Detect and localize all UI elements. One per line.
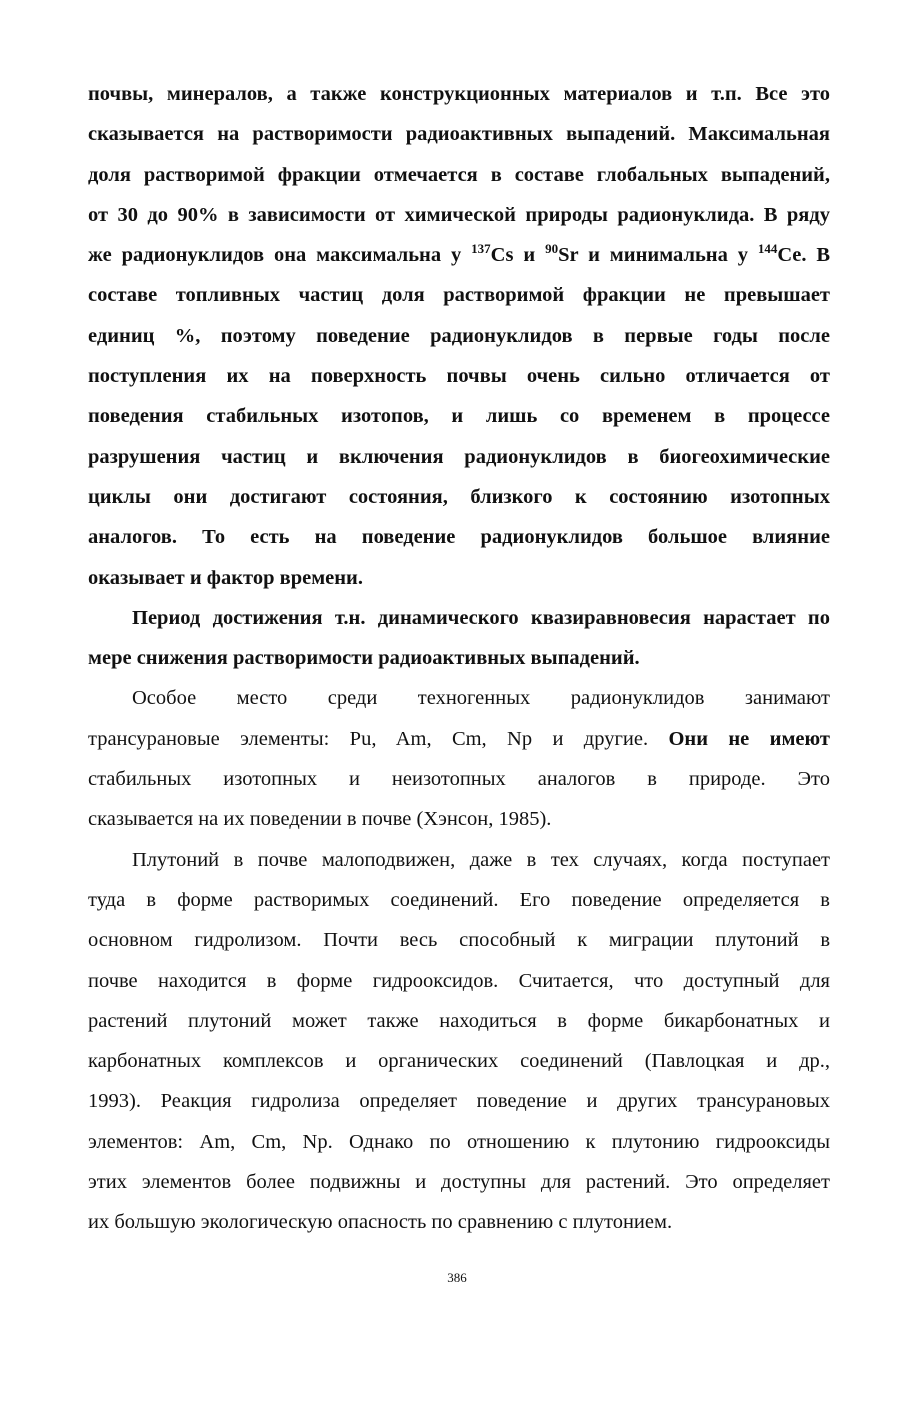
paragraph-quasi-equilibrium	[88, 598, 830, 679]
text-line: поведения стабильных изотопов, и лишь со временем в процессе	[88, 405, 830, 428]
text-line: основном гидролизом. Почти весь способный к миграции плутоний в	[88, 929, 830, 952]
text-line: циклы они достигают состояния, близкого к состоянию изотопных	[88, 485, 830, 508]
text-line: сказывается на их поведении в почве (Хэнсон, 1985).	[88, 808, 552, 831]
page-number: 386	[447, 1270, 467, 1285]
text-line: 1993). Реакция гидролиза определяет поведение и других трансурановых	[88, 1090, 830, 1113]
text-line: оказывает и фактор времени.	[88, 566, 363, 589]
text-line-mixed	[88, 719, 830, 759]
text-line: от 30 до 90% в зависимости от химической природы радионуклида. В ряду	[88, 203, 830, 226]
text-line: туда в форме растворимых соединений. Его поведение определяется в	[88, 888, 830, 911]
text-run: Sr и минимальна у	[558, 244, 758, 267]
page-body	[88, 74, 830, 1243]
text-line: Особое место среди техногенных радионуклидов занимают	[132, 687, 830, 710]
text-line: элементов: Am, Cm, Np. Однако по отношению к плутонию гидрооксиды	[88, 1130, 830, 1153]
text-line: мере снижения растворимости радиоактивных выпадений.	[88, 647, 640, 670]
text-run-bold: Они не имеют	[668, 727, 830, 750]
text-line-isotopes	[88, 235, 830, 275]
paragraph-solubility	[88, 74, 830, 598]
text-line: этих элементов более подвижны и доступны для растений. Это определяет	[88, 1171, 830, 1194]
text-run: же радионуклидов она максимальна у	[88, 244, 472, 267]
paragraph-plutonium	[88, 840, 830, 1243]
text-line: составе топливных частиц доля растворимой фракции не превышает	[88, 284, 830, 307]
text-line: единиц %, поэтому поведение радионуклидов в первые годы после	[88, 324, 830, 347]
text-line: Плутоний в почве малоподвижен, даже в тех случаях, когда поступает	[132, 848, 830, 871]
isotope-mass-sr: 90	[545, 241, 559, 257]
text-line: почвы, минералов, а также конструкционных материалов и т.п. Все это	[88, 83, 830, 105]
text-line: аналогов. То есть на поведение радионуклидов большое влияние	[88, 526, 830, 549]
text-line: сказывается на растворимости радиоактивных выпадений. Максимальная	[88, 123, 830, 146]
text-run: трансурановые элементы: Pu, Am, Cm, Np и другие.	[88, 727, 669, 750]
text-line: карбонатных комплексов и органических соединений (Павлоцкая и др.,	[88, 1050, 830, 1073]
isotope-mass-ce: 144	[757, 241, 778, 257]
text-line: поступления их на поверхность почвы очень сильно отличается от	[88, 365, 830, 388]
text-line: их большую экологическую опасность по сравнению с плутонием.	[88, 1211, 673, 1234]
text-run: Cs и	[490, 244, 546, 267]
text-run: Ce. В	[777, 244, 831, 267]
text-line: разрушения частиц и включения радионуклидов в биогеохимические	[88, 445, 830, 468]
text-line: Период достижения т.н. динамического квазиравновесия нарастает по	[132, 606, 830, 629]
paragraph-transuranics	[88, 678, 830, 839]
text-line: почве находится в форме гидрооксидов. Считается, что доступный для	[88, 969, 830, 992]
text-line: стабильных изотопных и неизотопных аналогов в природе. Это	[88, 768, 830, 791]
text-line: доля растворимой фракции отмечается в составе глобальных выпадений,	[88, 163, 830, 186]
text-line: растений плутоний может также находиться в форме бикарбонатных и	[88, 1009, 830, 1032]
isotope-mass-cs: 137	[471, 241, 491, 257]
